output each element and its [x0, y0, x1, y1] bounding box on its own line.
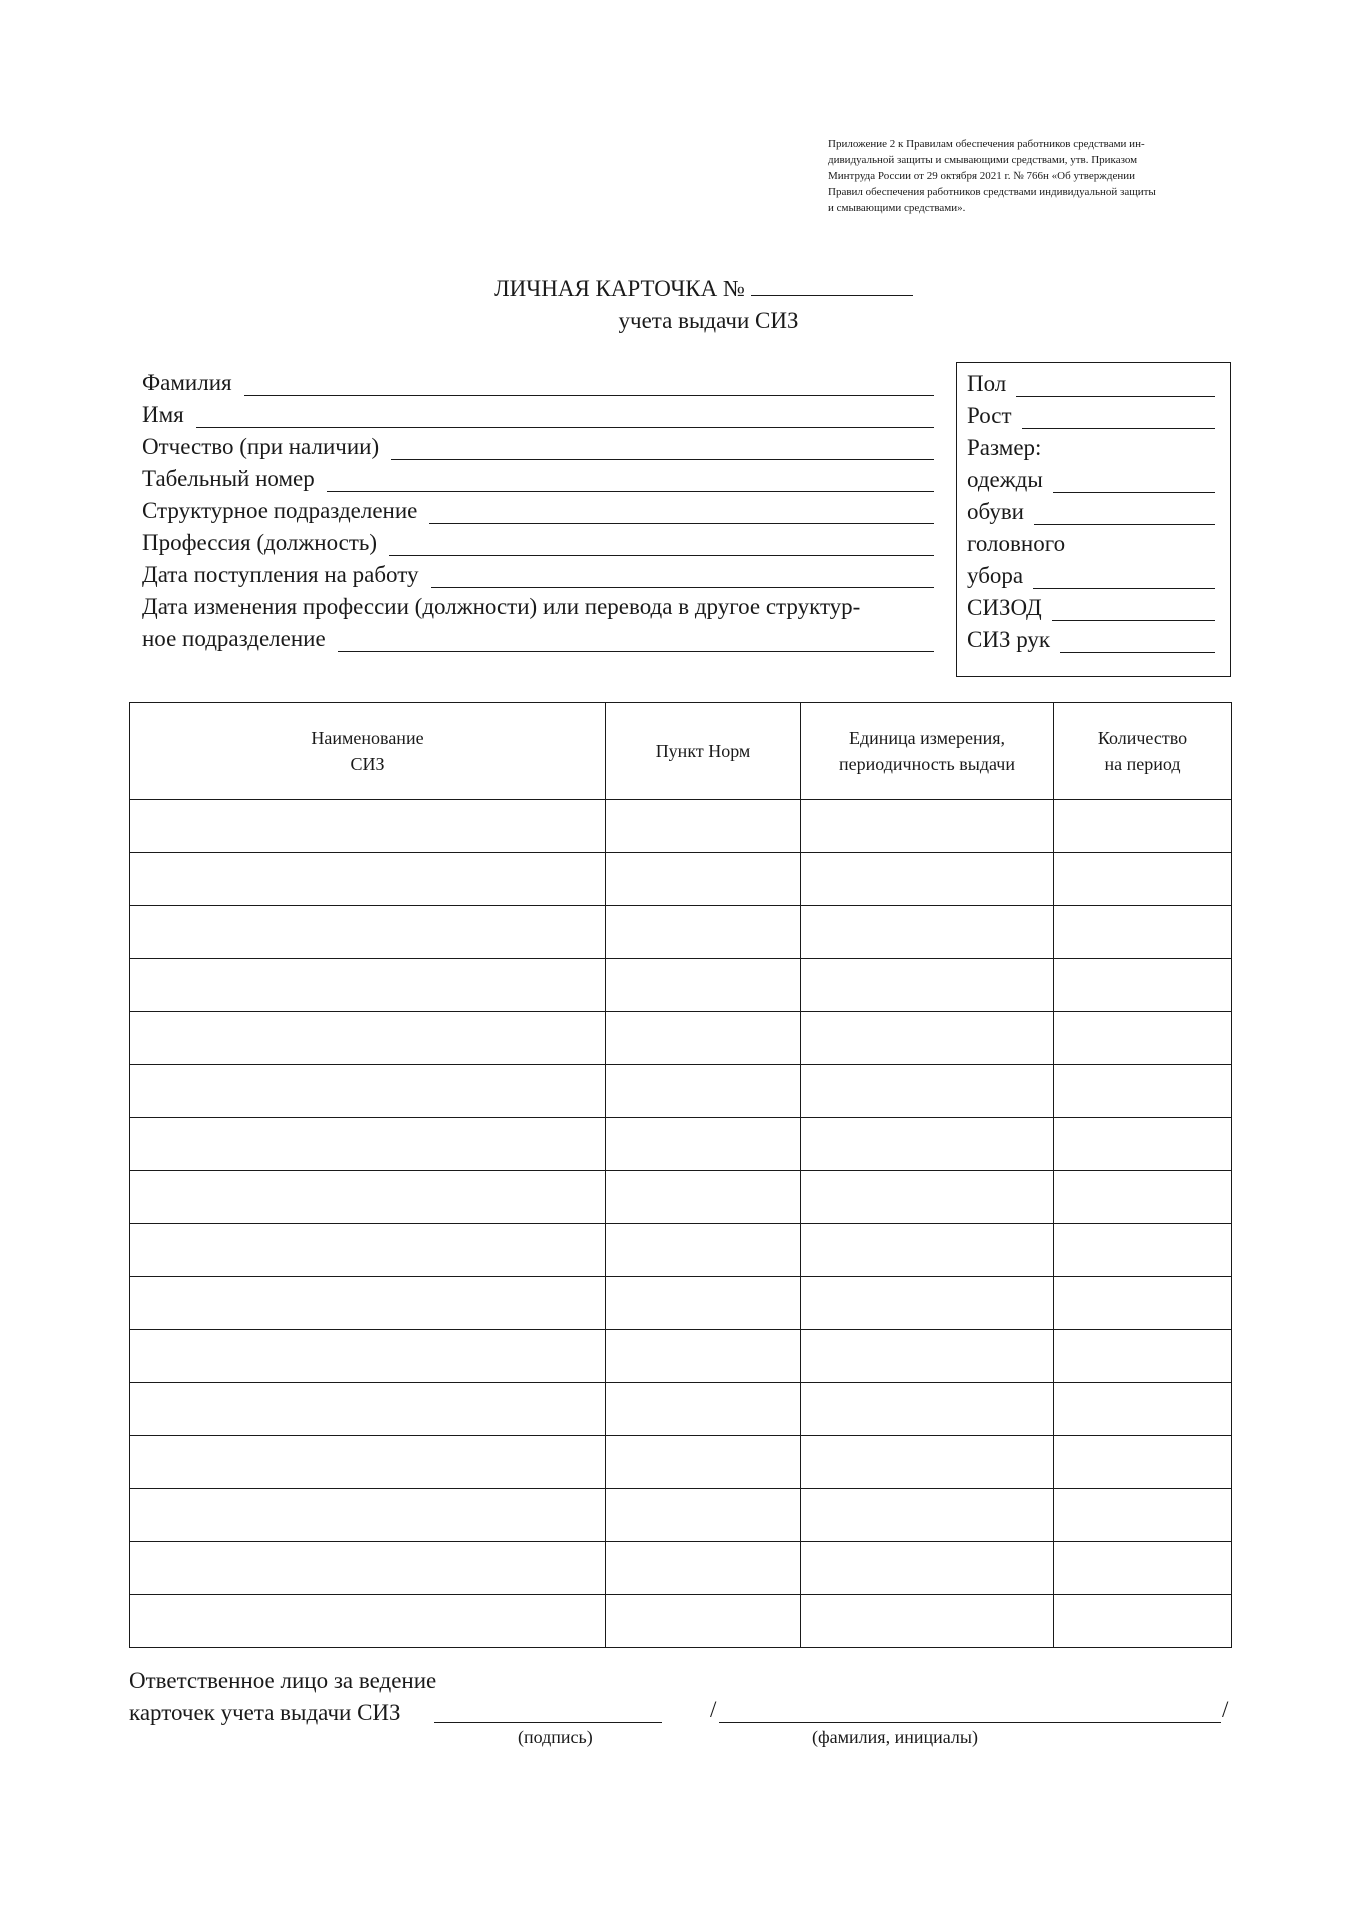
table-row: [130, 1065, 1232, 1118]
profession-input[interactable]: [389, 531, 934, 556]
side-label: убора: [967, 563, 1024, 588]
side-label: СИЗ рук: [967, 627, 1051, 652]
side-row-gender: [967, 365, 1215, 397]
field-label: Дата изменения профессии (должности) или перевода в другое структур-: [142, 594, 861, 619]
table-cell[interactable]: [801, 1383, 1054, 1436]
field-label: Отчество (при наличии): [142, 434, 380, 459]
table-cell[interactable]: [130, 1436, 606, 1489]
side-label: обуви: [967, 499, 1024, 524]
page-subtitle: учета выдачи СИЗ: [618, 308, 799, 333]
change-date-input[interactable]: [338, 627, 934, 652]
table-cell[interactable]: [606, 800, 801, 853]
page-title-text: ЛИЧНАЯ КАРТОЧКА №: [494, 276, 745, 301]
table-row: [130, 1171, 1232, 1224]
table-cell[interactable]: [1054, 1595, 1232, 1648]
slash-right: /: [1222, 1697, 1229, 1722]
headwear-size-input[interactable]: [1033, 564, 1215, 589]
column-header-name: [130, 703, 606, 800]
table-body: [130, 800, 1232, 1648]
table-row: [130, 1436, 1232, 1489]
table-cell[interactable]: [801, 1330, 1054, 1383]
surname-input[interactable]: [244, 371, 934, 396]
personnel-number-input[interactable]: [327, 467, 934, 492]
field-profession: [142, 524, 934, 556]
table-cell[interactable]: [130, 1383, 606, 1436]
field-name: [142, 396, 934, 428]
side-row-gloves: [967, 621, 1215, 653]
field-label: Табельный номер: [142, 466, 315, 491]
appendix-line: и смывающими средствами».: [828, 202, 966, 214]
appendix-line: Приложение 2 к Правилам обеспечения работников средствами ин-: [828, 138, 1145, 150]
side-label: одежды: [967, 467, 1043, 492]
department-input[interactable]: [429, 499, 934, 524]
field-department: [142, 492, 934, 524]
table-cell[interactable]: [130, 1224, 606, 1277]
field-label: Дата поступления на работу: [142, 562, 419, 587]
height-input[interactable]: [1022, 404, 1215, 429]
side-row-clothing: [967, 461, 1215, 493]
table-row: [130, 1277, 1232, 1330]
name-initials-field[interactable]: [719, 1722, 1221, 1723]
table-cell[interactable]: [801, 1436, 1054, 1489]
header-line: Наименование: [311, 728, 424, 748]
field-label: Структурное подразделение: [142, 498, 418, 523]
ppe-table: [129, 702, 1232, 1648]
table-cell[interactable]: [606, 1171, 801, 1224]
field-personnel-number: [142, 460, 934, 492]
patronymic-input[interactable]: [391, 435, 934, 460]
table-cell[interactable]: [1054, 800, 1232, 853]
table-cell[interactable]: [606, 1224, 801, 1277]
field-label: Профессия (должность): [142, 530, 378, 555]
appendix-line: дивидуальной защиты и смывающими средствами, утв. Приказом: [828, 154, 1138, 166]
table-cell[interactable]: [130, 853, 606, 906]
table-row: [130, 1489, 1232, 1542]
table-cell[interactable]: [801, 1542, 1054, 1595]
table-cell[interactable]: [130, 959, 606, 1012]
table-cell[interactable]: [606, 1383, 801, 1436]
table-row: [130, 800, 1232, 853]
column-header-unit: [801, 703, 1054, 800]
field-change-date-line1: [142, 588, 934, 620]
table-cell[interactable]: [801, 1595, 1054, 1648]
table-cell[interactable]: [801, 1277, 1054, 1330]
table-cell[interactable]: [130, 1012, 606, 1065]
side-label: Пол: [967, 371, 1007, 396]
table-cell[interactable]: [801, 906, 1054, 959]
table-cell[interactable]: [606, 1542, 801, 1595]
table-row: [130, 1383, 1232, 1436]
respirator-size-input[interactable]: [1052, 596, 1215, 621]
header-line: Единица измерения,: [848, 728, 1006, 748]
table-cell[interactable]: [801, 1489, 1054, 1542]
table-row: [130, 959, 1232, 1012]
card-number-field[interactable]: [751, 275, 913, 296]
table-cell[interactable]: [606, 1118, 801, 1171]
table-cell[interactable]: [1054, 1383, 1232, 1436]
side-row-headwear: [967, 557, 1215, 589]
header-line: Пункт Норм: [655, 741, 751, 761]
hire-date-input[interactable]: [431, 563, 935, 588]
table-row: [130, 1330, 1232, 1383]
side-row-shoes: [967, 493, 1215, 525]
table-cell[interactable]: [130, 1489, 606, 1542]
table-cell[interactable]: [130, 1065, 606, 1118]
table-row: [130, 1118, 1232, 1171]
header-line: СИЗ: [350, 754, 385, 774]
table-cell[interactable]: [130, 1330, 606, 1383]
table-cell[interactable]: [606, 959, 801, 1012]
table-cell[interactable]: [1054, 1118, 1232, 1171]
table-cell[interactable]: [801, 1224, 1054, 1277]
table-row: [130, 1595, 1232, 1648]
table-row: [130, 906, 1232, 959]
responsible-label-line1: Ответственное лицо за ведение: [129, 1668, 437, 1693]
table-cell[interactable]: [130, 800, 606, 853]
table-cell[interactable]: [606, 1595, 801, 1648]
side-row-head: [967, 525, 1215, 557]
table-cell[interactable]: [801, 959, 1054, 1012]
table-cell[interactable]: [606, 1012, 801, 1065]
side-row-respirator: [967, 589, 1215, 621]
field-label: Фамилия: [142, 370, 232, 395]
table-cell[interactable]: [1054, 1171, 1232, 1224]
table-cell[interactable]: [801, 1118, 1054, 1171]
table-cell[interactable]: [1054, 1012, 1232, 1065]
header-line: Количество: [1097, 728, 1188, 748]
table-row: [130, 1224, 1232, 1277]
field-surname: [142, 364, 934, 396]
table-cell[interactable]: [1054, 1065, 1232, 1118]
field-change-date: [142, 620, 934, 652]
table-cell[interactable]: [606, 1436, 801, 1489]
table-cell[interactable]: [801, 1171, 1054, 1224]
gender-input[interactable]: [1016, 372, 1215, 397]
responsible-label-line2: карточек учета выдачи СИЗ: [129, 1700, 401, 1725]
name-caption: (фамилия, инициалы): [812, 1727, 978, 1747]
table-cell[interactable]: [801, 1065, 1054, 1118]
table-cell[interactable]: [606, 853, 801, 906]
table-header-row: [130, 703, 1232, 800]
table-cell[interactable]: [1054, 1277, 1232, 1330]
header-line: периодичность выдачи: [839, 754, 1015, 774]
table-cell[interactable]: [130, 1277, 606, 1330]
table-cell[interactable]: [606, 1277, 801, 1330]
field-patronymic: [142, 428, 934, 460]
table-cell[interactable]: [130, 1595, 606, 1648]
table-cell[interactable]: [801, 853, 1054, 906]
table-cell[interactable]: [606, 906, 801, 959]
table-cell[interactable]: [801, 800, 1054, 853]
table-cell[interactable]: [1054, 1489, 1232, 1542]
appendix-note: [828, 136, 1235, 216]
side-label: Размер:: [967, 435, 1042, 460]
field-label: Имя: [142, 402, 184, 427]
table-row: [130, 1542, 1232, 1595]
appendix-line: Минтруда России от 29 октября 2021 г. № 766н «Об утверждении: [828, 170, 1136, 182]
side-label: Рост: [967, 403, 1012, 428]
table-cell[interactable]: [1054, 1542, 1232, 1595]
size-box: [956, 362, 1231, 677]
table-row: [130, 853, 1232, 906]
table-cell[interactable]: [130, 1542, 606, 1595]
table-cell[interactable]: [1054, 1224, 1232, 1277]
table-cell[interactable]: [606, 1065, 801, 1118]
table-row: [130, 1012, 1232, 1065]
table-cell[interactable]: [1054, 853, 1232, 906]
table-cell[interactable]: [801, 1012, 1054, 1065]
field-label: ное подразделение: [142, 626, 326, 651]
header-line: на период: [1104, 754, 1181, 774]
side-label: головного: [967, 531, 1066, 556]
table-cell[interactable]: [130, 1118, 606, 1171]
table-cell[interactable]: [1054, 959, 1232, 1012]
side-label: СИЗОД: [967, 595, 1042, 620]
side-row-size: [967, 429, 1215, 461]
signature-caption: (подпись): [518, 1727, 593, 1747]
field-hire-date: [142, 556, 934, 588]
column-header-quantity: [1054, 703, 1232, 800]
clothing-size-input[interactable]: [1053, 468, 1215, 493]
table-cell[interactable]: [606, 1489, 801, 1542]
shoe-size-input[interactable]: [1034, 500, 1215, 525]
page-title: [0, 274, 1357, 304]
name-input[interactable]: [196, 403, 934, 428]
table-cell[interactable]: [1054, 1436, 1232, 1489]
table-cell[interactable]: [606, 1330, 801, 1383]
slash-left: /: [710, 1697, 717, 1722]
signature-field[interactable]: [434, 1722, 662, 1723]
appendix-line: Правил обеспечения работников средствами индивидуальной защиты: [828, 186, 1156, 198]
column-header-norm: [606, 703, 801, 800]
table-cell[interactable]: [1054, 906, 1232, 959]
table-cell[interactable]: [130, 906, 606, 959]
table-cell[interactable]: [1054, 1330, 1232, 1383]
side-row-height: [967, 397, 1215, 429]
gloves-size-input[interactable]: [1060, 628, 1215, 653]
table-cell[interactable]: [130, 1171, 606, 1224]
